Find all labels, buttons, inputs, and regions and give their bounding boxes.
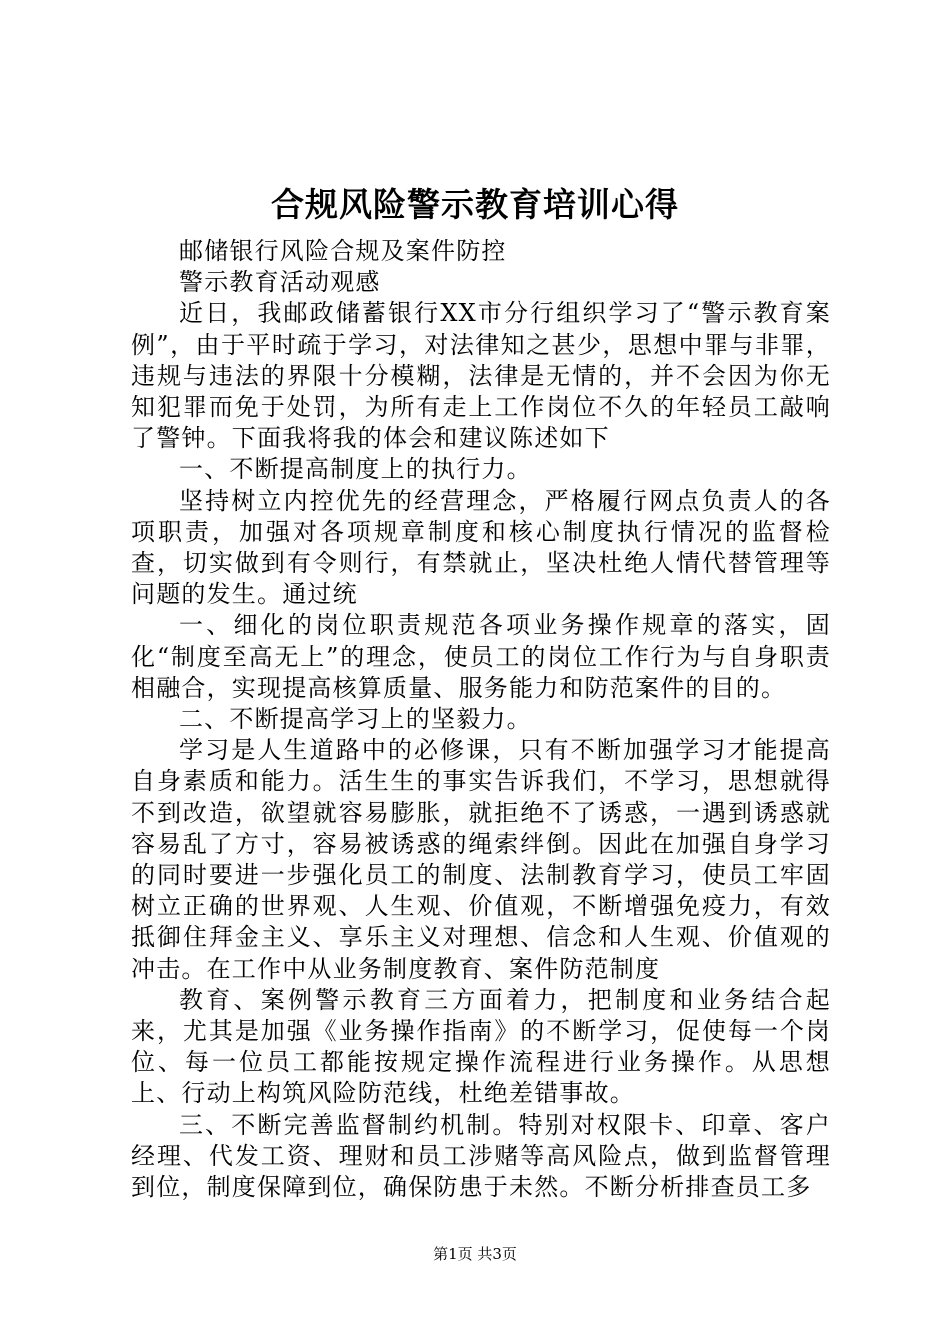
- body-paragraph: 坚持树立内控优先的经营理念，严格履行网点负责人的各项职责，加强对各项规章制度和核心制度执行情况的监督检查，切实做到有令则行，有禁就止，坚决杜绝人情代替管理等问题的发生。通过统: [131, 486, 831, 609]
- section-heading-3: 三、不断完善监督制约机制。特别对权限卡、印章、客户经理、代发工资、理财和员工涉赌等高风险点，做到监督管理到位，制度保障到位，确保防患于未然。不断分析排查员工多: [131, 1110, 831, 1202]
- subtitle-line-1: 邮储银行风险合规及案件防控: [179, 237, 507, 265]
- intro-paragraph: 近日，我邮政储蓄银行XX市分行组织学习了“警示教育案例”，由于平时疏于学习，对法律知之甚少，思想中罪与非罪，违规与违法的界限十分模糊，法律是无情的，并不会因为你无知犯罪而免于处罚，为所有走上工作岗位不久的年轻员工敲响了警钟。下面我将我的体会和建议陈述如下: [131, 299, 831, 453]
- body-paragraph: 教育、案例警示教育三方面着力，把制度和业务结合起来，尤其是加强《业务操作指南》的不断学习，促使每一个岗位、每一位员工都能按规定操作流程进行业务操作。从思想上、行动上构筑风险防范线，杜绝差错事故。: [131, 985, 831, 1108]
- body-paragraph: 一、细化的岗位职责规范各项业务操作规章的落实，固化“制度至高无上”的理念，使员工的岗位工作行为与自身职责相融合，实现提高核算质量、服务能力和防范案件的目的。: [131, 611, 831, 702]
- section-heading-2: 二、不断提高学习上的坚毅力。: [179, 705, 532, 734]
- page-number: 第1页 共3页: [433, 1245, 517, 1263]
- body-paragraph: 学习是人生道路中的必修课，只有不断加强学习才能提高自身素质和能力。活生生的事实告诉我们，不学习，思想就得不到改造，欲望就容易膨胀，就拒绝不了诱惑，一遇到诱惑就容易乱了方寸，容易被诱惑的绳索绊倒。因此在加强自身学习的同时要进一步强化员工的制度、法制教育学习，使员工牢固树立正确的世界观、人生观、价值观，不断增强免疫力，有效抵御住拜金主义、享乐主义对理想、信念和人生观、价值观的冲击。在工作中从业务制度教育、案件防范制度: [131, 736, 831, 983]
- document-title: 合规风险警示教育培训心得: [271, 185, 679, 224]
- subtitle-line-2: 警示教育活动观感: [179, 268, 381, 297]
- document-body: [131, 236, 831, 1203]
- section-heading-1: 一、不断提高制度上的执行力。: [179, 455, 532, 484]
